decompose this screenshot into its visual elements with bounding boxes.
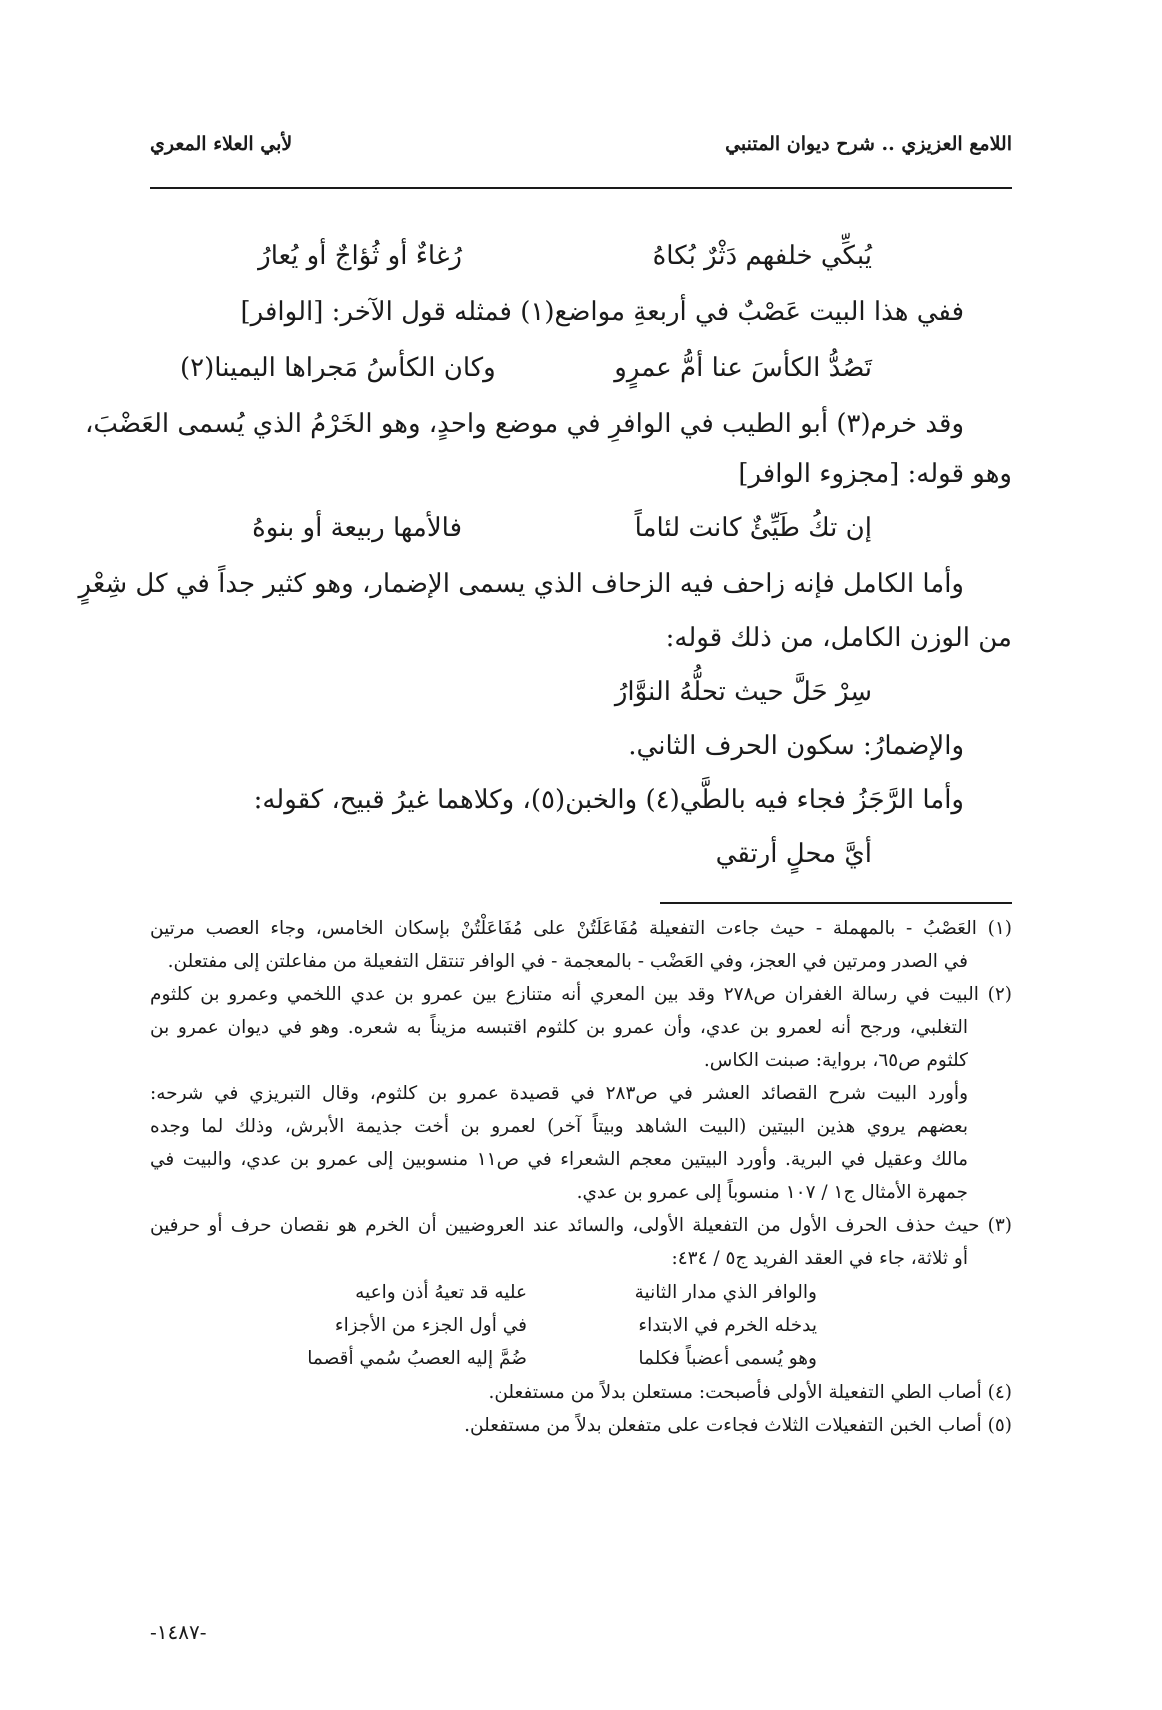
verse-line: أيَّ محلٍ أرتقي (715, 839, 872, 869)
footnote-line: جمهرة الأمثال ج١ / ١٠٧ منسوباً إلى عمرو بن عدي. (576, 1182, 968, 1203)
verse-line (180, 228, 872, 284)
footnote-line: (٥) أصاب الخبن التفعيلات الثلاث فجاءت على متفعلن بدلاً من مستفعلن. (464, 1415, 1012, 1436)
paragraph-line: وهو قوله: [مجزوء الوافر] (738, 459, 1012, 489)
verse-hemistich: وهو يُسمى أعضباً فكلما (638, 1348, 817, 1369)
verse-hemistich: فالأمها ربيعة أو بنوهُ (252, 513, 462, 543)
footnote-line: (٤) أصاب الطي التفعيلة الأولى فأصبحت: مستعلن بدلاً من مستفعلن. (488, 1382, 1012, 1403)
verse-hemistich: إن تكُ طَيِّئٌ كانت لئاماً (634, 513, 872, 543)
footnote-verse (150, 1342, 817, 1375)
footnote-line: وأورد البيت شرح القصائد العشر في ص٢٨٣ في قصيدة عمرو بن كلثوم، وقال التبريزي في شرحه: (150, 1083, 968, 1104)
header-book-title: اللامع العزيزي .. شرح ديوان المتنبي (725, 133, 1012, 155)
verse-hemistich: والوافر الذي مدار الثانية (634, 1282, 817, 1303)
verse-line (180, 340, 872, 396)
verse-hemistich: عليه قد تعيهُ أذن واعيه (355, 1282, 527, 1303)
page-number: -١٤٨٧- (150, 1620, 207, 1644)
footnote-line: بعضهم يروي هذين البيتين (البيت الشاهد وبيتاً آخر) لعمرو بن أخت جذيمة الأبرش، وذلك لما وجده (150, 1116, 968, 1137)
verse-hemistich: يُبكِّي خلفهم دَثْرٌ بُكاهُ (652, 241, 872, 271)
footnote-line: (٣) حيث حذف الحرف الأول من التفعيلة الأولى، والسائد عند العروضيين أن الخرم هو نقصان حرف أو حرفين (150, 1215, 1012, 1236)
paragraph-line: من الوزن الكامل، من ذلك قوله: (665, 623, 1012, 653)
verse-hemistich: وكان الكأسُ مَجراها اليمينا(٢) (180, 353, 496, 383)
header-author: لأبي العلاء المعري (150, 133, 293, 155)
footnote-line: أو ثلاثة، جاء في العقد الفريد ج٥ / ٤٣٤: (671, 1248, 968, 1269)
paragraph-line: ففي هذا البيت عَصْبٌ في أربعةِ مواضع(١) فمثله قول الآخر: [الوافر] (240, 297, 964, 327)
footnote-line: (٢) البيت في رسالة الغفران ص٢٧٨ وقد بين المعري أنه متنازع بين عمرو بن عدي اللخمي وعمرو بن كلثوم (150, 984, 1012, 1005)
footnote-verse (150, 1309, 817, 1342)
verse-line (180, 500, 872, 556)
verse-hemistich: في أول الجزء من الأجزاء (334, 1315, 527, 1336)
verse-hemistich: ضُمَّ إليه العصبُ سُمي أقصما (307, 1348, 527, 1369)
verse-hemistich: تَصُدُّ الكأسَ عنا أمُّ عمرٍو (614, 353, 872, 383)
footnote-line: مالك وعقيل في البرية. وأورد البيتين معجم الشعراء في ص١١ منسوبين إلى عمرو بن عدي، والبيت في (150, 1149, 968, 1170)
header-rule (150, 187, 1012, 189)
running-header (150, 124, 1012, 164)
paragraph-line: وأما الكامل فإنه زاحف فيه الزحاف الذي يسمى الإضمار، وهو كثير جداً في كل شِعْرٍ (78, 569, 964, 599)
verse-hemistich: رُغاءٌ أو ثُؤاجٌ أو يُعارُ (258, 241, 462, 271)
verse-hemistich: يدخله الخرم في الابتداء (638, 1315, 817, 1336)
footnote-line: التغلبي، ورجح أنه لعمرو بن عدي، وأن عمرو بن كلثوم اقتبسه مزيناً به شعره. وهو في ديوان عمرو بن (150, 1017, 968, 1038)
paragraph-line: وأما الرَّجَزُ فجاء فيه بالطَّي(٤) والخبن(٥)، وكلاهما غيرُ قبيح، كقوله: (253, 785, 964, 815)
footnote-verse (150, 1276, 817, 1309)
footnote-line: كلثوم ص٦٥، برواية: صبنت الكاس. (703, 1050, 968, 1071)
footnote-separator (660, 902, 1012, 904)
footnote-line: في الصدر ومرتين في العجز، وفي العَضْب - بالمعجمة - في الوافر تنتقل التفعيلة من مفاعلتن إلى مفتعلن. (167, 951, 968, 972)
paragraph-line: وقد خرم(٣) أبو الطيب في الوافرِ في موضع واحدٍ، وهو الخَرْمُ الذي يُسمى العَضْبَ، (84, 409, 964, 439)
paragraph-line: والإضمارُ: سكون الحرف الثاني. (628, 731, 964, 761)
verse-line: سِرْ حَلَّ حيث تحلُّهُ النوَّارُ (614, 677, 872, 707)
footnote-line: (١) العَصْبُ - بالمهملة - حيث جاءت التفعيلة مُفَاعَلَتُنْ على مُفَاعَلْتُنْ بإسكان الخامس، وجاء العصب مرتين (150, 918, 1012, 939)
